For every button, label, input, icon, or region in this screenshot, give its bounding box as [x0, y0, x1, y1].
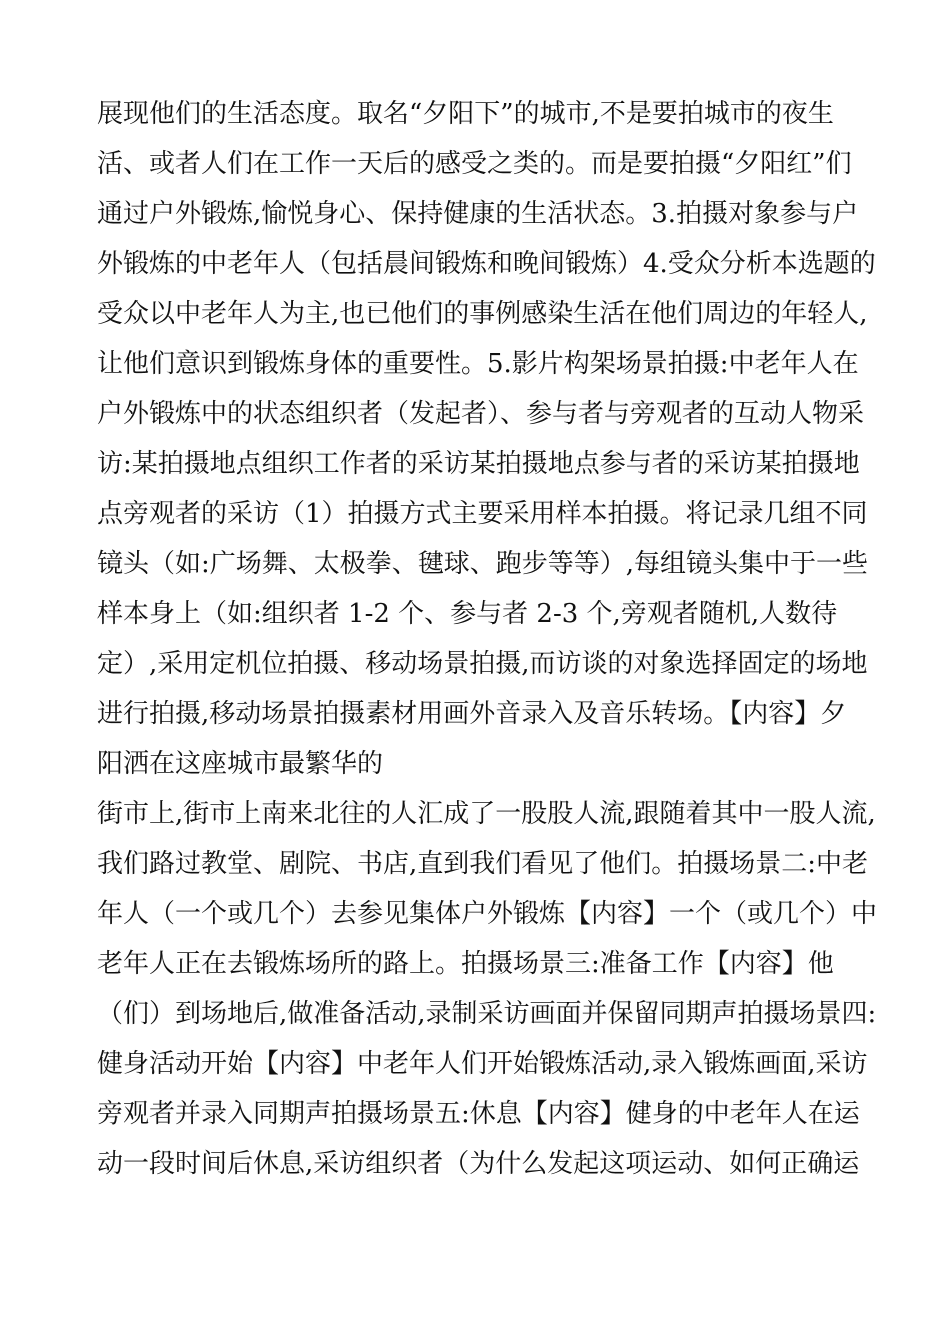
text-line: 旁观者并录入同期声拍摄场景五:休息【内容】健身的中老年人在运	[97, 1099, 860, 1129]
text-line: （们）到场地后,做准备活动,录制采访画面并保留同期声拍摄场景四:	[97, 999, 877, 1029]
text-line: 进行拍摄,移动场景拍摄素材用画外音录入及音乐转场。【内容】夕	[97, 699, 847, 729]
text-line: 动一段时间后休息,采访组织者（为什么发起这项运动、如何正确运	[97, 1149, 860, 1179]
text-line: 年人（一个或几个）去参见集体户外锻炼【内容】一个（或几个）中	[97, 899, 878, 929]
text-line: 阳洒在这座城市最繁华的	[97, 749, 384, 779]
text-line: 活、或者人们在工作一天后的感受之类的。而是要拍摄“夕阳红”们	[97, 149, 852, 179]
text-line: 镜头（如:广场舞、太极拳、毽球、跑步等等）,每组镜头集中于一些	[97, 549, 869, 579]
text-line: 样本身上（如:组织者 1-2 个、参与者 2-3 个,旁观者随机,人数待	[97, 599, 838, 629]
text-line: 老年人正在去锻炼场所的路上。拍摄场景三:准备工作【内容】他	[97, 949, 834, 979]
text-line: 户外锻炼中的状态组织者（发起者）、参与者与旁观者的互动人物采	[97, 399, 865, 429]
text-line: 展现他们的生活态度。取名“夕阳下”的城市,不是要拍城市的夜生	[97, 99, 834, 129]
text-line: 受众以中老年人为主,也已他们的事例感染生活在他们周边的年轻人,	[97, 299, 868, 329]
text-line: 我们路过教堂、剧院、书店,直到我们看见了他们。拍摄场景二:中老	[97, 849, 869, 879]
text-line: 定）,采用定机位拍摄、移动场景拍摄,而访谈的对象选择固定的场地	[97, 649, 868, 679]
text-line: 让他们意识到锻炼身体的重要性。5.影片构架场景拍摄:中老年人在	[97, 349, 859, 379]
text-line: 通过户外锻炼,愉悦身心、保持健康的生活状态。3.拍摄对象参与户	[97, 199, 859, 229]
text-line: 健身活动开始【内容】中老年人们开始锻炼活动,录入锻炼画面,采访	[97, 1049, 868, 1079]
text-line: 访:某拍摄地点组织工作者的采访某拍摄地点参与者的采访某拍摄地	[97, 449, 860, 479]
text-line: 外锻炼的中老年人（包括晨间锻炼和晚间锻炼）4.受众分析本选题的	[97, 249, 876, 279]
text-line: 街市上,街市上南来北往的人汇成了一股股人流,跟随着其中一股人流,	[97, 799, 876, 829]
text-line: 点旁观者的采访（1）拍摄方式主要采用样本拍摄。将记录几组不同	[97, 499, 868, 529]
